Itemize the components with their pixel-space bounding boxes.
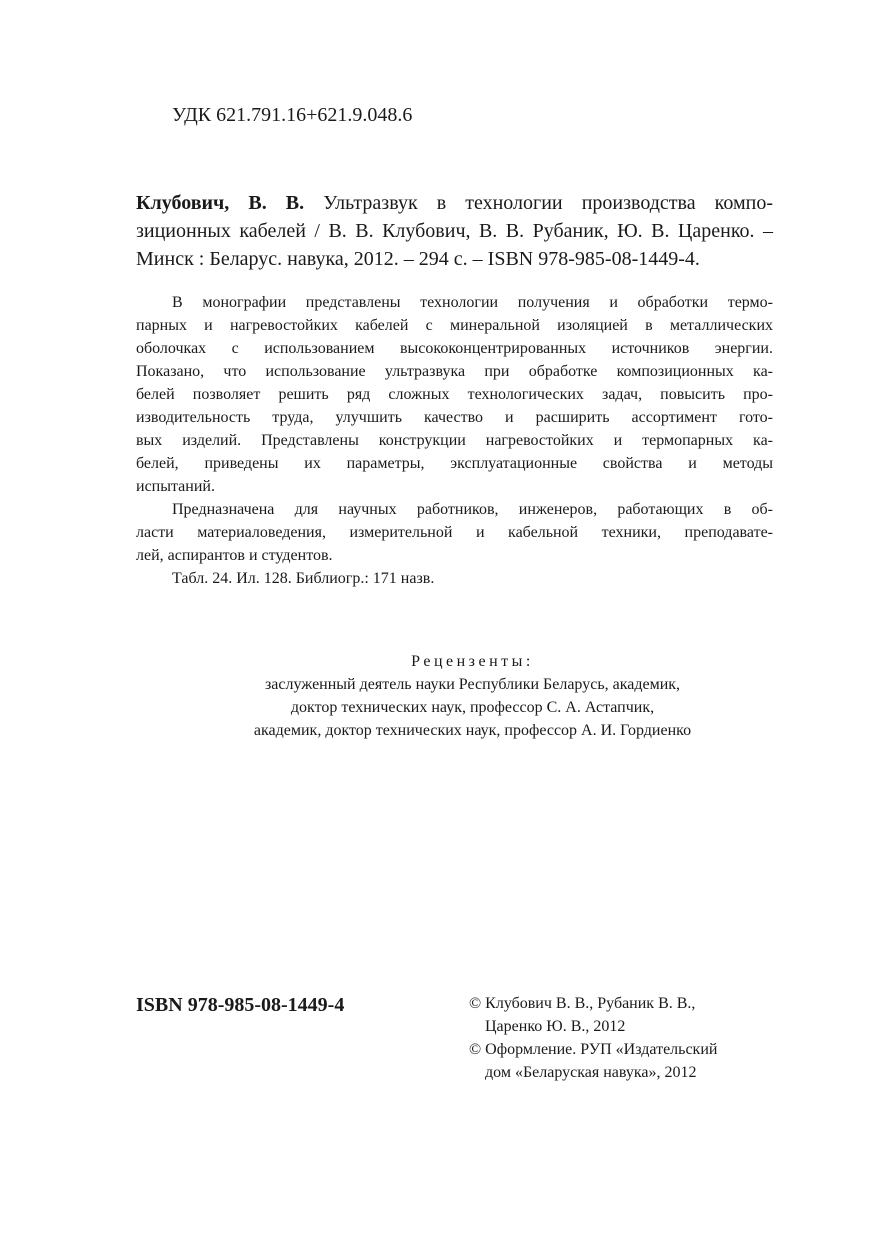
copyright-block — [469, 992, 717, 1084]
copyright-design: © Оформление. РУП «Издательский — [469, 1041, 718, 1058]
bibliographic-citation — [136, 189, 773, 273]
reviewers-heading: Рецензенты: — [411, 653, 534, 670]
citation-line-2: зиционных кабелей / В. В. Клубович, В. В. Рубаник, Ю. В. Царенко. – — [136, 220, 773, 242]
copyright-authors: © Клубович В. В., Рубаник В. В., — [469, 995, 696, 1012]
abstract-line: В монографии представлены технологии получения и обработки термо- — [172, 294, 773, 311]
reviewer-line: академик, доктор технических наук, профессор А. И. Гордиенко — [253, 722, 692, 739]
reviewer-line: доктор технических наук, профессор С. А. Астапчик, — [290, 699, 655, 716]
abstract — [136, 291, 773, 590]
citation-title: Ультразвук в технологии производства компо- — [304, 192, 773, 214]
abstract-stats: Табл. 24. Ил. 128. Библиогр.: 171 назв. — [172, 570, 435, 587]
abstract-line: белей, приведены их параметры, эксплуатационные свойства и методы — [136, 455, 773, 472]
audience-line: лей, аспирантов и студентов. — [136, 547, 333, 564]
abstract-line: оболочках с использованием высококонцентрированных источников энергии. — [136, 340, 773, 357]
isbn: ISBN 978-985-08-1449-4 — [136, 994, 345, 1016]
citation-author: Клубович, В. В. — [136, 192, 305, 214]
udk-code: УДК 621.791.16+621.9.048.6 — [172, 104, 413, 126]
audience-line: ласти материаловедения, измерительной и кабельной техники, преподавате- — [136, 524, 773, 541]
citation-line-1 — [136, 189, 773, 217]
audience-line: Предназначена для научных работников, инженеров, работающих в об- — [172, 501, 773, 518]
abstract-line: Показано, что использование ультразвука при обработке композиционных ка- — [136, 363, 773, 380]
copyright-design-cont: дом «Беларуская навука», 2012 — [485, 1064, 697, 1081]
citation-line-3: Минск : Беларус. навука, 2012. – 294 с. – ISBN 978-985-08-1449-4. — [136, 248, 700, 270]
abstract-line: белей позволяет решить ряд сложных технологических задач, повысить про- — [136, 386, 773, 403]
abstract-line: изводительность труда, улучшить качество и расширить ассортимент гото- — [136, 409, 773, 426]
reviewer-line: заслуженный деятель науки Республики Беларусь, академик, — [264, 676, 681, 693]
abstract-line: испытаний. — [136, 478, 215, 495]
abstract-line: вых изделий. Представлены конструкции нагревостойких и термопарных ка- — [136, 432, 773, 449]
reviewers-block — [136, 650, 809, 742]
abstract-line: парных и нагревостойких кабелей с минеральной изоляцией в металлических — [136, 317, 773, 334]
copyright-authors-cont: Царенко Ю. В., 2012 — [485, 1018, 626, 1035]
